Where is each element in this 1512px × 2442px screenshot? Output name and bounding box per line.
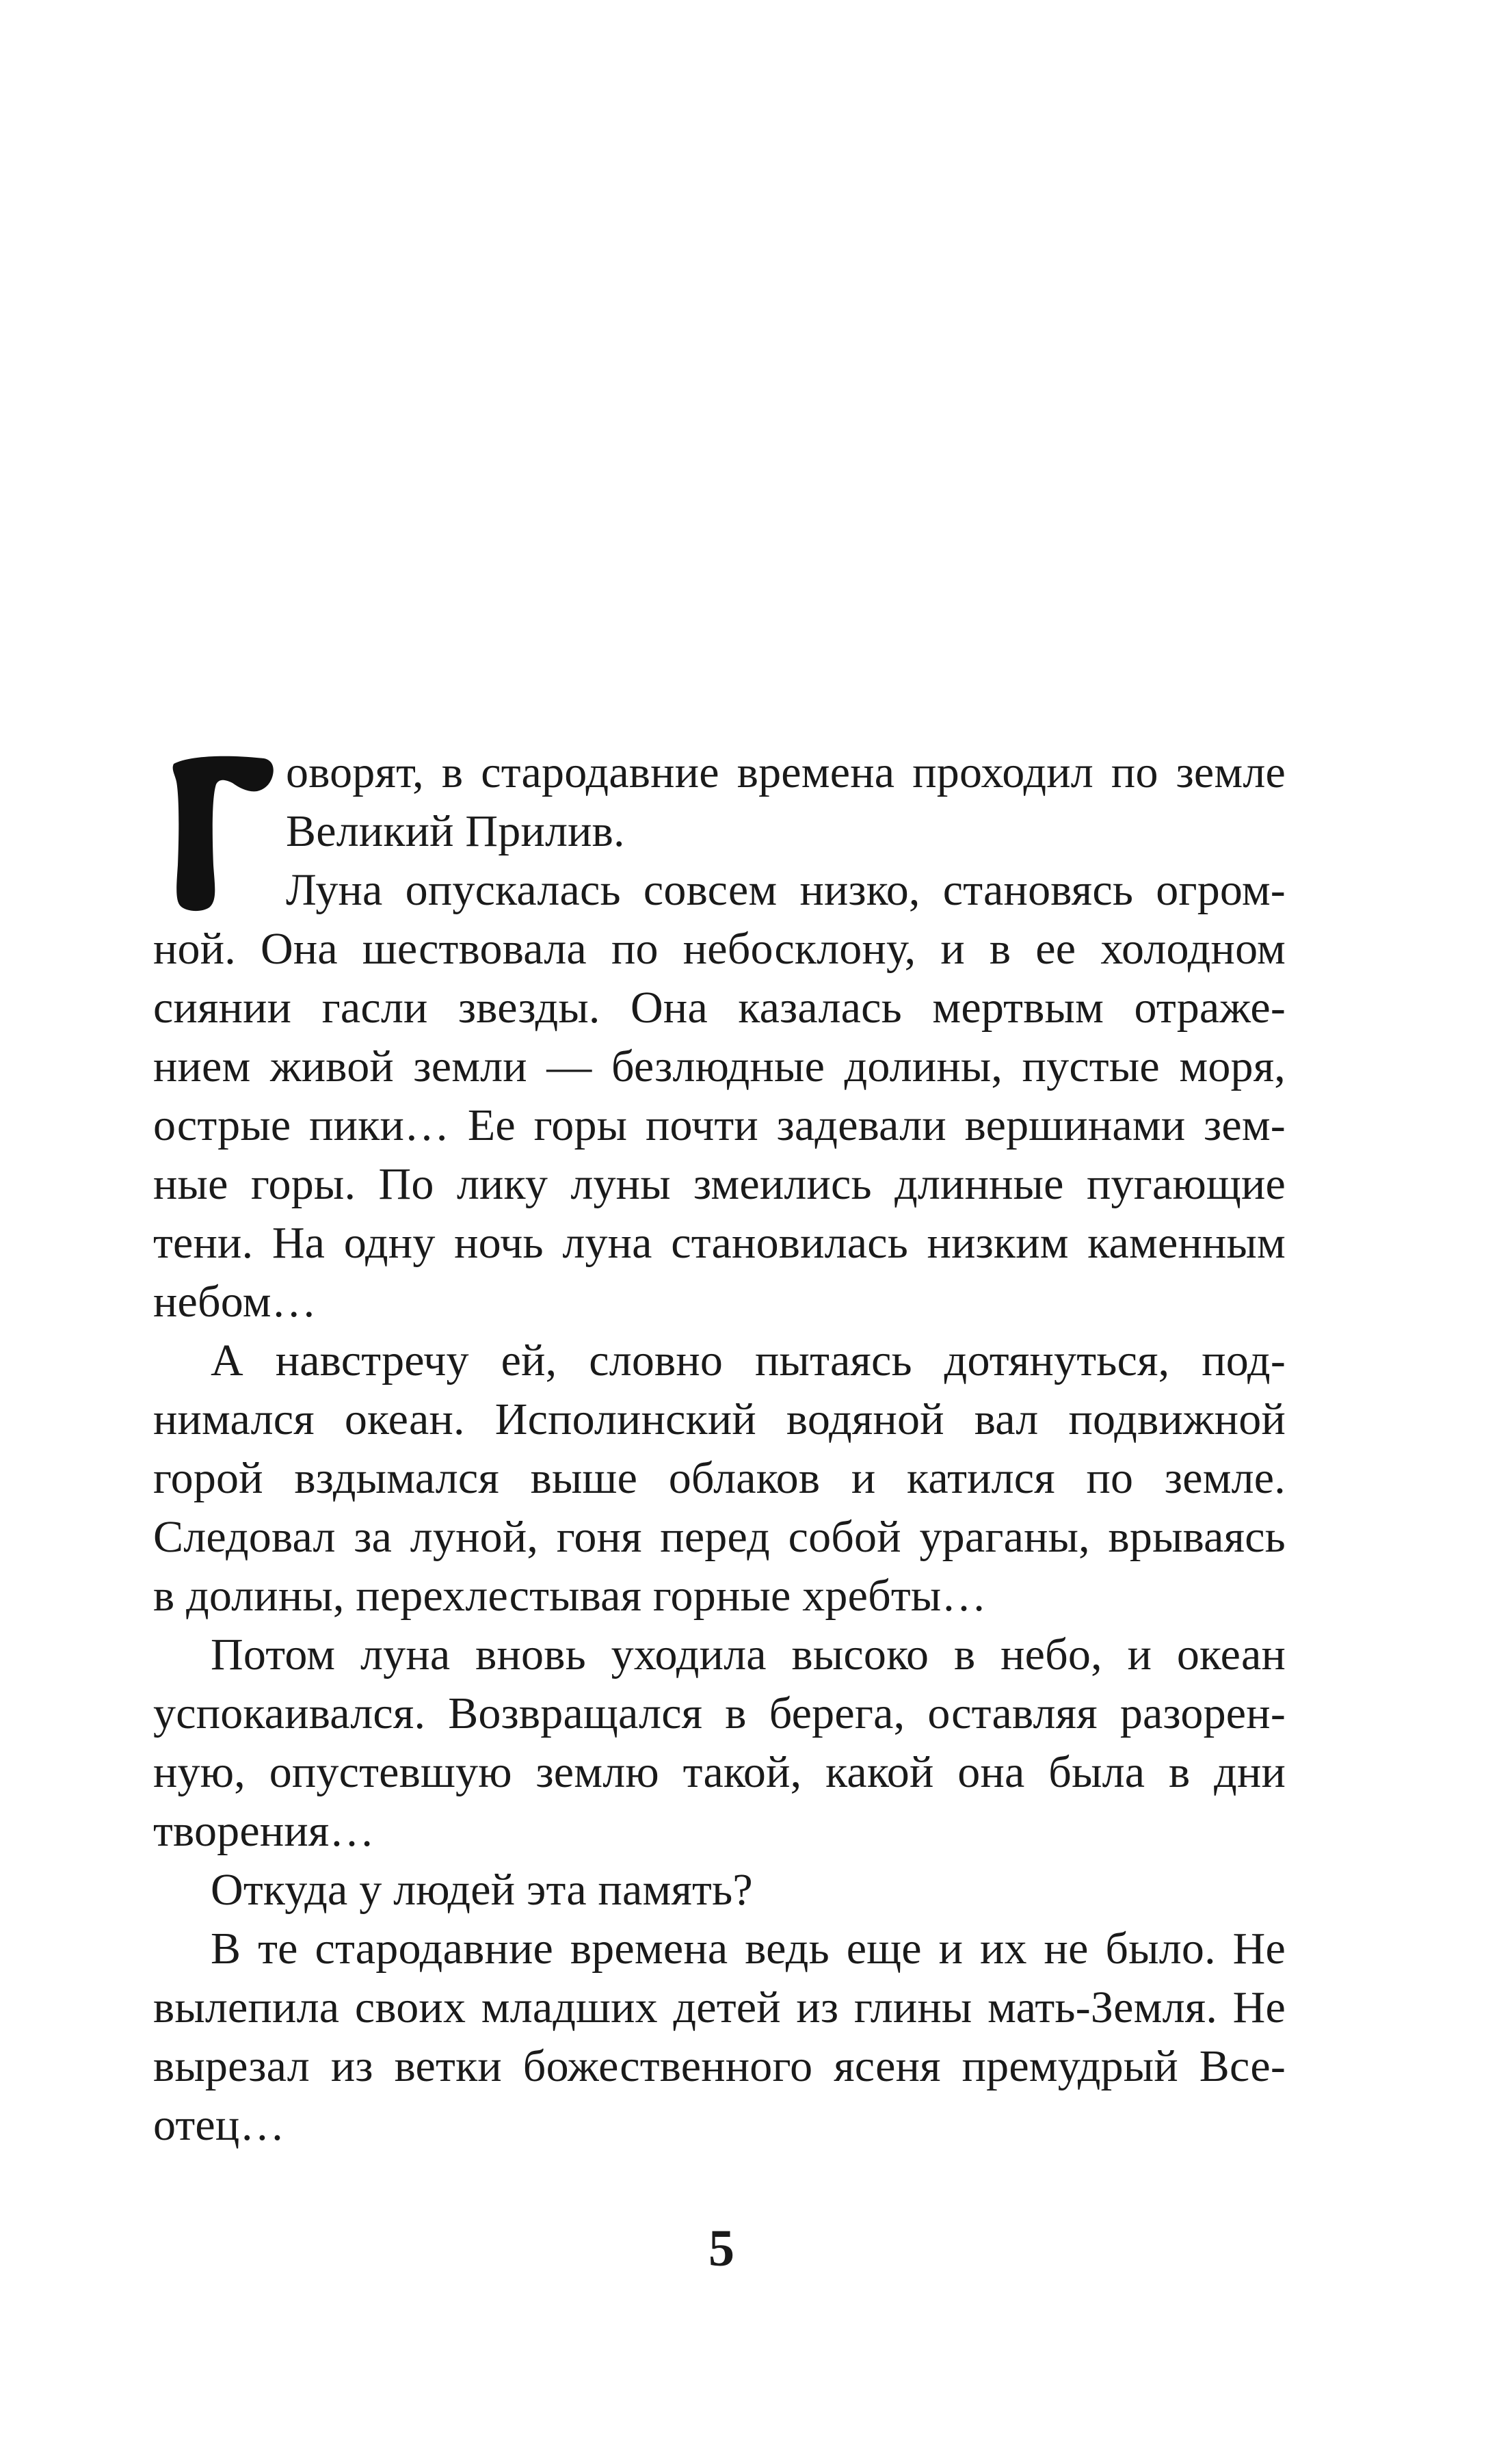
text-line: в долины, перехлестывая горные хребты… xyxy=(153,1571,987,1621)
text-line: ные горы. По лику луны змеились длинные пугающие xyxy=(153,1159,1286,1209)
text-line: успокаивался. Возвращался в берега, оставляя разорен- xyxy=(153,1688,1286,1738)
text-line: Великий Прилив. xyxy=(286,806,625,856)
text-line: острые пики… Ее горы почти задевали вершинами зем- xyxy=(153,1100,1286,1150)
text-line: нием живой земли — безлюдные долины, пустые моря, xyxy=(153,1041,1286,1091)
text-line: тени. На одну ночь луна становилась низким каменным xyxy=(153,1218,1286,1268)
text-line: ной. Она шествовала по небосклону, и в ее холодном xyxy=(153,924,1286,974)
text-line: оворят, в стародавние времена проходил по земле xyxy=(286,747,1286,797)
text-line: вырезал из ветки божественного ясеня премудрый Все- xyxy=(153,2041,1286,2091)
text-line: творения… xyxy=(153,1806,375,1856)
text-line: ную, опустевшую землю такой, какой она была в дни xyxy=(153,1747,1286,1797)
text-line: отец… xyxy=(153,2100,285,2150)
text-line: сиянии гасли звезды. Она казалась мертвым отраже- xyxy=(153,983,1286,1033)
text-line: небом… xyxy=(153,1277,317,1327)
page-number: 5 xyxy=(708,2220,734,2277)
drop-cap-letter xyxy=(161,749,276,913)
text-line: Луна опускалась совсем низко, становясь огром- xyxy=(286,865,1286,915)
text-line: Потом луна вновь уходила высоко в небо, и океан xyxy=(211,1630,1286,1680)
text-line: горой вздымался выше облаков и катился по земле. xyxy=(153,1453,1286,1503)
text-line: Откуда у людей эта память? xyxy=(211,1865,753,1915)
text-line: Следовал за луной, гоня перед собой ураганы, врываясь xyxy=(153,1512,1286,1562)
text-line: вылепила своих младших детей из глины мать-Земля. Не xyxy=(153,1982,1286,2032)
text-line: А навстречу ей, словно пытаясь дотянуться, под- xyxy=(211,1336,1286,1385)
text-line: В те стародавние времена ведь еще и их не было. Не xyxy=(211,1924,1286,1974)
text-line: нимался океан. Исполинский водяной вал подвижной xyxy=(153,1394,1286,1444)
